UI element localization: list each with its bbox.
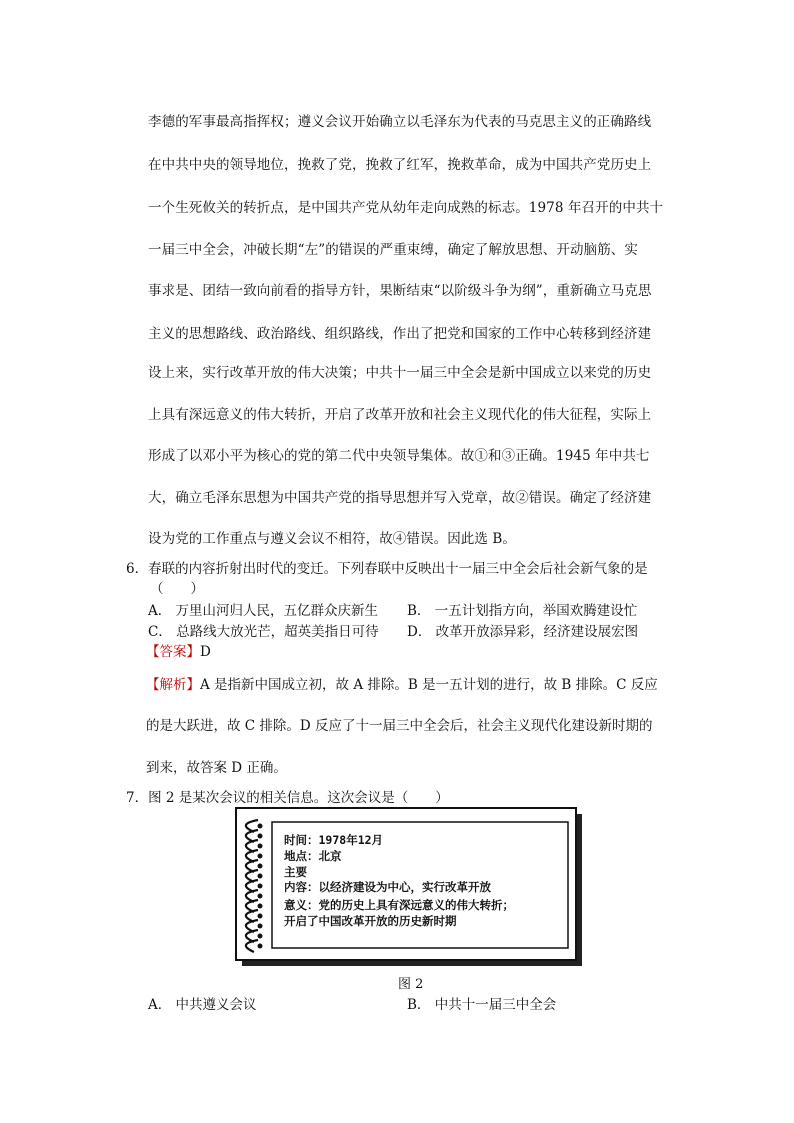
q7-stem: 7．图 2 是某次会议的相关信息。这次会议是（ ） [126,790,449,806]
place-label: 地点： [284,849,319,863]
q6-analysis-line: 的是大跃进，故 C 排除。D 反应了十一届三中全会后，社会主义现代化建设新时期的 [146,718,653,734]
figure-caption: 图 2 [398,977,424,992]
notebook-place [284,848,342,864]
passage-line: 一届三中全会，冲破长期“左”的错误的严重束缚，确定了解放思想、开动脑筋、实 [148,242,639,258]
passage-line: 主义的思想路线、政治路线、组织路线，作出了把党和国家的工作中心转移到经济建 [148,326,652,342]
analysis-tag: 【解析】 [146,677,200,693]
passage-line: 一个生死攸关的转折点，是中国共产党从幼年走向成熟的标志。1978 年召开的中共十 [148,200,664,216]
passage-line: 在中共中央的领导地位，挽救了党，挽救了红军，挽救革命，成为中国共产党历史上 [148,157,652,173]
passage-line: 形成了以邓小平为核心的党的第二代中央领导集体。故①和③正确。1945 年中共七 [148,448,650,464]
q6-analysis-line [146,673,658,693]
notebook-meaning-2: 开启了中国改革开放的历史新时期 [284,914,457,928]
q6-analysis-line: 到来，故答案 D 正确。 [146,760,287,776]
answer-tag: 【答案】 [146,644,200,660]
notebook-time [284,832,383,848]
passage-line: 设为党的工作重点与遵义会议不相符，故④错误。因此选 B。 [148,531,517,547]
meaning-label: 意义： [284,898,319,912]
passage-line: 事求是、团结一致向前看的指导方针，果断结束“以阶级斗争为纲”，重新确立马克思 [148,283,652,299]
passage-line: 上具有深远意义的伟大转折，开启了改革开放和社会主义现代化的伟大征程，实际上 [148,407,652,423]
passage-line: 设上来，实行改革开放的伟大决策；中共十一届三中全会是新中国成立以来党的历史 [148,365,652,381]
q6-option-b: B． 一五计划指方向，举国欢腾建设忙 [407,603,638,619]
meaning-value-1: 党的历史上具有深远意义的伟大转折； [318,898,514,912]
q6-answer [146,640,211,660]
analysis-text: A 是指新中国成立初，故 A 排除。B 是一五计划的进行，故 B 排除。C 反应 [200,677,658,693]
notebook-figure [232,806,584,968]
time-value: 1978年12月 [318,833,384,847]
time-label: 时间： [284,833,319,847]
q6-paren: （ ） [150,581,204,597]
q6-option-a: A． 万里山河归人民，五亿群众庆新生 [148,603,379,619]
place-value: 北京 [318,849,342,863]
q6-option-c: C． 总路线大放光芒，超英美指日可待 [148,624,379,640]
notebook-content [284,879,491,895]
q6-stem: 6．春联的内容折射出时代的变迁。下列春联中反映出十一届三中全会后社会新气象的是 [126,561,648,577]
content-value: 以经济建设为中心，实行改革开放 [318,880,491,894]
passage-line: 李德的军事最高指挥权；遵义会议开始确立以毛泽东为代表的马克思主义的正确路线 [148,114,652,130]
passage-line: 大，确立毛泽东思想为中国共产党的指导思想并写入党章，故②错误。确定了经济建 [148,490,652,506]
q7-option-a: A． 中共遵义会议 [148,997,257,1013]
q7-option-b: B． 中共十一届三中全会 [407,997,557,1013]
q6-option-d: D． 改革开放添异彩，经济建设展宏图 [407,624,639,640]
answer-value: D [200,644,211,660]
notebook-meaning [284,897,514,913]
notebook-content-label-1: 主要 [284,865,307,879]
content-label: 内容： [284,880,319,894]
